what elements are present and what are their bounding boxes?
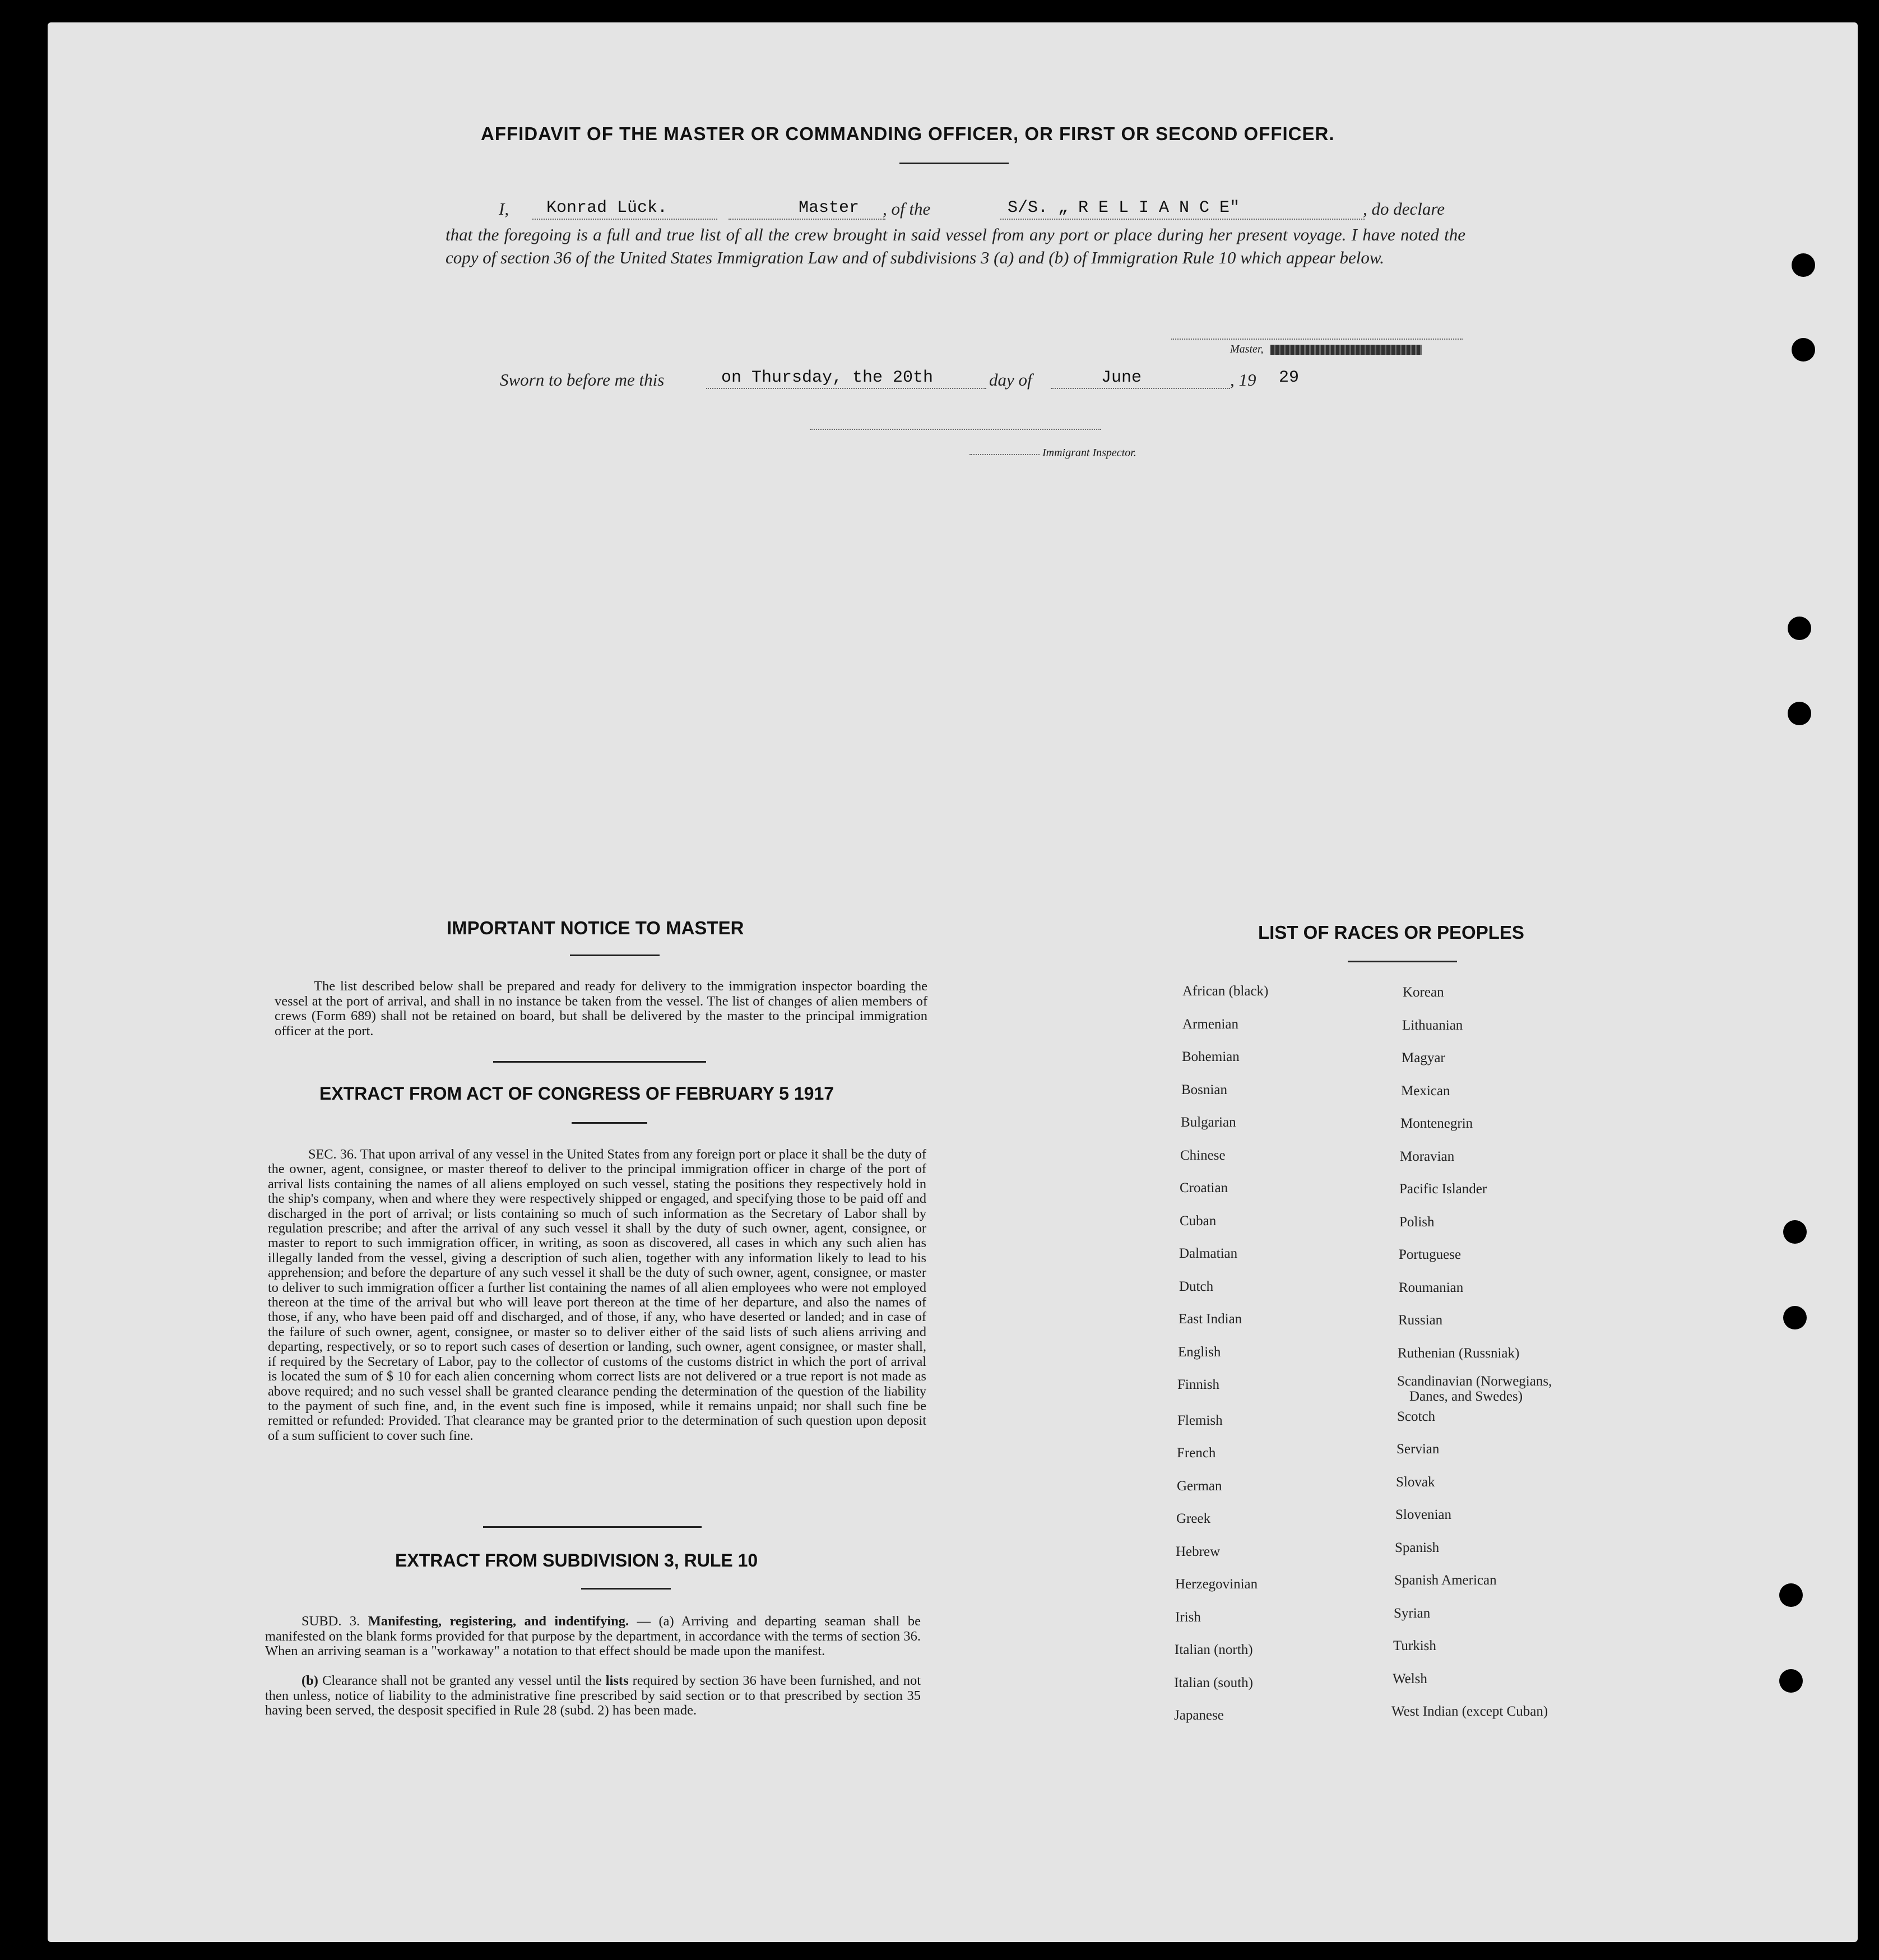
- race-item: Italian (north): [1175, 1642, 1253, 1657]
- sworn-date-field: on Thursday, the 20th: [721, 368, 934, 387]
- of-the-text: , of the: [883, 199, 931, 219]
- race-item: Russian: [1398, 1313, 1443, 1328]
- extract-act-heading: EXTRACT FROM ACT OF CONGRESS OF FEBRUARY 5 1917: [319, 1083, 834, 1104]
- race-item: Mexican: [1401, 1083, 1450, 1099]
- affidavit-line-1: [499, 199, 509, 219]
- race-item: East Indian: [1179, 1312, 1242, 1327]
- subd-label: SUBD. 3.: [301, 1614, 360, 1629]
- race-item: English: [1178, 1344, 1221, 1360]
- race-item: Flemish: [1177, 1412, 1223, 1428]
- race-item: Bulgarian: [1181, 1115, 1236, 1130]
- master-name-field: Konrad Lück.: [546, 198, 668, 217]
- race-item: Bohemian: [1182, 1049, 1240, 1064]
- race-item: Slovenian: [1395, 1507, 1451, 1522]
- race-item: Croatian: [1180, 1180, 1228, 1196]
- punch-hole: [1779, 1583, 1803, 1607]
- race-item: Irish: [1175, 1609, 1201, 1625]
- race-item: Cuban: [1180, 1213, 1217, 1229]
- part-a-text: Arriving and departing seaman shall be manifested on the blank forms provided for that purpose by the department, in accordance with the terms of section 36. When an arriving seaman is a "workaway" a notation to that effect should be made upon the manifest.: [265, 1614, 921, 1658]
- race-item: Moravian: [1400, 1148, 1455, 1164]
- races-heading: LIST OF RACES OR PEOPLES: [1258, 922, 1524, 943]
- sworn-date-underline: [706, 388, 986, 389]
- races-right-column: [1391, 985, 1552, 1737]
- extract-rule-heading: EXTRACT FROM SUBDIVISION 3, RULE 10: [395, 1550, 758, 1570]
- race-item: Montenegrin: [1400, 1116, 1473, 1131]
- race-item: Turkish: [1393, 1638, 1436, 1653]
- punch-hole: [1783, 1306, 1807, 1329]
- race-item: Roumanian: [1399, 1280, 1464, 1295]
- punch-hole: [1792, 253, 1815, 277]
- race-item: Dalmatian: [1179, 1246, 1238, 1261]
- sec-36-text: SEC. 36. That upon arrival of any vessel in the United States from any foreign port or place it shall be the duty of the owner, agent, consignee, or master thereof to deliver to the principal immigration officer in charge of the port of arrival lists containing the names of all aliens employed on such vessel, stating the positions they respectively hold in the ship's company, when and where they were respectively shipped or engaged, and specifying those to be paid off and discharged in the port of arrival; or lists containing so much of such information as the Secretary of Labor shall by regulation prescribe; and after the arrival of any such vessel it shall by the duty of such owner, agent, consignee, or master to report to such immigration officer, in writing, as soon as discovered, all cases in which any such alien has illegally landed from the vessel, giving a description of such alien, together with any information likely to lead to his apprehension; and before the departure of any such vessel it shall be the duty of such owner, agent, consignee, or master to deliver to such immigration officer a further list containing the names of all alien employees who were not employed thereon at the time of the arrival but who will leave port thereon at the time of her departure, and also the names of those, if any, who have been paid off and discharged, and of those, if any, who have deserted or landed; and in case of the failure of such owner, agent, consignee, or master so to deliver either of the said lists of such aliens arriving and departing, respectively, or so to report such cases of desertion or landing, such owner, agent consignee, or master shall, if required by the Secretary of Labor, pay to the collector of customs of the customs district in which the port of arrival is located the sum of $ 10 for each alien concerning whom correct lists are not delivered or a true report is not made as above required; and no such vessel shall be granted clearance pending the determination of the question of the liability to the payment of such fine, and, in the event such fine is imposed, while it remains unpaid; nor shall such fine be remitted or refunded: Provided. That clearance may be granted prior to the determination of such question upon deposit of a sum sufficient to cover such fine.: [268, 1147, 926, 1443]
- race-item: Slovak: [1396, 1474, 1435, 1490]
- notice-text: The list described below shall be prepared and ready for delivery to the immigration inspector boarding the vessel at the port of arrival, and shall in no instance be taken from the vessel. The list of changes of alien members of crews (Form 689) shall not be retained on board, but shall be delivered by the master to the principal immigration officer at the port.: [275, 979, 927, 1039]
- part-a-label: — (a): [637, 1614, 674, 1629]
- inspector-signature-line: [810, 429, 1101, 430]
- subd-3-text: [265, 1614, 921, 1659]
- vessel-underline: [1000, 219, 1365, 220]
- master-signature-label: Master,: [1230, 343, 1422, 356]
- pronoun-i: I,: [499, 199, 509, 219]
- day-of-text: day of: [989, 370, 1032, 390]
- races-divider: [1348, 961, 1457, 962]
- year-field: 29: [1279, 368, 1300, 387]
- race-item: Polish: [1399, 1214, 1435, 1230]
- race-item: Hebrew: [1176, 1544, 1221, 1559]
- race-item: Spanish: [1395, 1540, 1440, 1555]
- race-item-continuation: Danes, and Swedes): [1409, 1388, 1523, 1404]
- heading-divider: [899, 163, 1009, 164]
- race-item: Portuguese: [1399, 1247, 1462, 1262]
- race-item: Finnish: [1177, 1377, 1220, 1392]
- race-item: Syrian: [1394, 1605, 1431, 1621]
- subd-title: Manifesting, registering, and indentifying.: [368, 1614, 629, 1629]
- race-item: Scotch: [1397, 1408, 1436, 1424]
- race-item: Pacific Islander: [1399, 1181, 1487, 1197]
- month-field: June: [1101, 368, 1142, 387]
- race-item: French: [1177, 1445, 1216, 1461]
- inspector-label: Immigrant Inspector.: [1042, 447, 1136, 459]
- year-prefix: , 19: [1230, 370, 1256, 390]
- do-declare-text: , do declare: [1363, 199, 1445, 219]
- races-left-column: [1174, 984, 1268, 1741]
- punch-hole: [1788, 702, 1811, 725]
- punch-hole: [1792, 338, 1815, 362]
- rank-underline: [729, 219, 885, 220]
- punch-hole: [1788, 617, 1811, 640]
- race-item: Italian (south): [1174, 1675, 1253, 1690]
- part-b-text: (b) Clearance shall not be granted any vessel until the lists required by section 36 have been furnished, and not then unless, notice of liability to the administrative fine prescribed by said section or to that prescribed by section 35 having been served, the desposit specified in Rule 28 (subd. 2) has been made.: [265, 1673, 921, 1718]
- master-signature-line: [1171, 339, 1463, 340]
- affidavit-body: that the foregoing is a full and true list of all the crew brought in said vessel from any port or place during her present voyage. I have noted the copy of section 36 of the United States Immigration Law and of subdivisions 3 (a) and (b) of Immigration Rule 10 which appear below.: [446, 225, 1465, 267]
- race-item: Ruthenian (Russniak): [1398, 1345, 1520, 1361]
- notice-bottom-divider: [493, 1061, 706, 1063]
- race-item: Chinese: [1180, 1147, 1226, 1163]
- race-item: Japanese: [1174, 1708, 1224, 1723]
- punch-hole: [1779, 1669, 1803, 1693]
- vessel-field: S/S. „ R E L I A N C E": [1008, 198, 1240, 217]
- extract-act-bottom-divider: [483, 1526, 702, 1528]
- race-item: Herzegovinian: [1175, 1577, 1258, 1592]
- affidavit-heading: AFFIDAVIT OF THE MASTER OR COMMANDING OFFICER, OR FIRST OR SECOND OFFICER.: [481, 123, 1335, 144]
- notice-heading: IMPORTANT NOTICE TO MASTER: [447, 918, 744, 938]
- race-item: Greek: [1176, 1511, 1211, 1526]
- race-item: Bosnian: [1181, 1082, 1227, 1097]
- notice-divider: [570, 954, 660, 956]
- race-item: Spanish American: [1394, 1573, 1497, 1588]
- race-item: Dutch: [1179, 1278, 1214, 1294]
- inspector-signature-line-2: [969, 454, 1040, 455]
- master-signature: [1270, 345, 1422, 355]
- race-item: Armenian: [1182, 1016, 1238, 1032]
- master-name-underline: [532, 219, 717, 220]
- part-b-label: (b): [301, 1673, 318, 1688]
- month-underline: [1051, 388, 1230, 389]
- race-item: African (black): [1182, 984, 1269, 999]
- punch-hole: [1783, 1220, 1807, 1244]
- race-item: German: [1177, 1478, 1222, 1494]
- extract-act-divider: [572, 1122, 647, 1124]
- race-item: Servian: [1397, 1442, 1440, 1457]
- race-item: Korean: [1403, 985, 1444, 1000]
- race-item: Magyar: [1402, 1050, 1445, 1065]
- race-item: Welsh: [1393, 1671, 1427, 1686]
- race-item-multiline: Scandinavian (Norwegians, Danes, and Swedes): [1397, 1373, 1552, 1404]
- rank-field: Master: [799, 198, 860, 217]
- race-item: Lithuanian: [1402, 1017, 1463, 1033]
- race-item: West Indian (except Cuban): [1391, 1704, 1548, 1719]
- sworn-prefix: Sworn to before me this: [500, 370, 665, 390]
- extract-rule-divider: [581, 1588, 671, 1590]
- lists-word: lists: [605, 1673, 629, 1688]
